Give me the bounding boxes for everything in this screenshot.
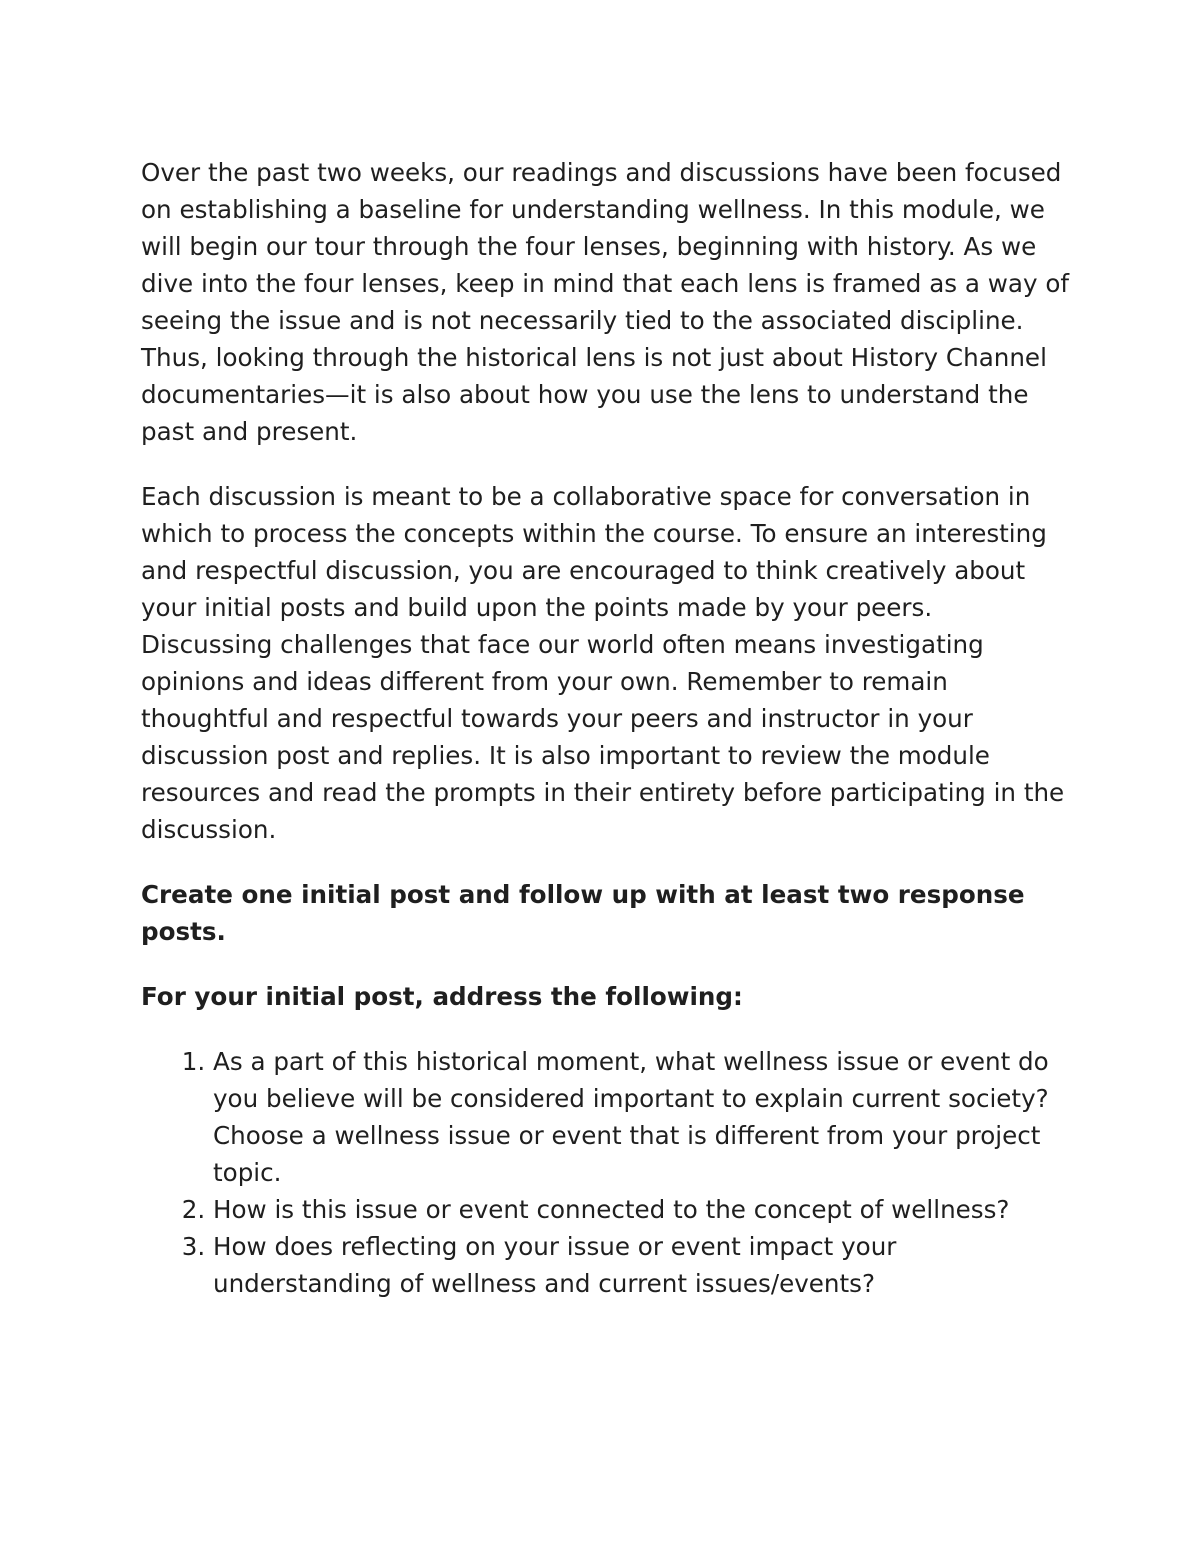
post-instruction: Create one initial post and follow up with at least two response posts. [141, 880, 1025, 946]
list-item: 3. How does reflecting on your issue or event impact your understanding of wellness and current issues/events? [213, 1228, 1071, 1302]
intro-paragraph: Over the past two weeks, our readings and discussions have been focused on establishing a baseline for understanding wellness. In this module, we will begin our tour through the four lenses, beginning with history. As we dive into the four lenses, keep in mind that each lens is framed as a way of seeing the issue and is not necessarily tied to the associated discipline. Thus, looking through the historical lens is not just about History Channel documentaries—it is also about how you use the lens to understand the past and present. [141, 158, 1070, 446]
discussion-guidelines-paragraph: Each discussion is meant to be a collaborative space for conversation in which to process the concepts within the course. To ensure an interesting and respectful discussion, you are encouraged to think creatively about your initial posts and build upon the points made by your peers. Discussing challenges that face our world often means investigating opinions and ideas different from your own. Remember to remain thoughtful and respectful towards your peers and instructor in your discussion post and replies. It is also important to review the module resources and read the prompts in their entirety before participating in the discussion. [141, 482, 1065, 844]
list-item: 1. As a part of this historical moment, what wellness issue or event do you believe will be considered important to explain current society? Choose a wellness issue or event that is different from your project topic. [213, 1043, 1071, 1191]
list-item: 2. How is this issue or event connected to the concept of wellness? [213, 1191, 1071, 1228]
list-heading: For your initial post, address the following: [141, 982, 743, 1011]
question-list [141, 1043, 1071, 1302]
document-page [141, 154, 1071, 1302]
